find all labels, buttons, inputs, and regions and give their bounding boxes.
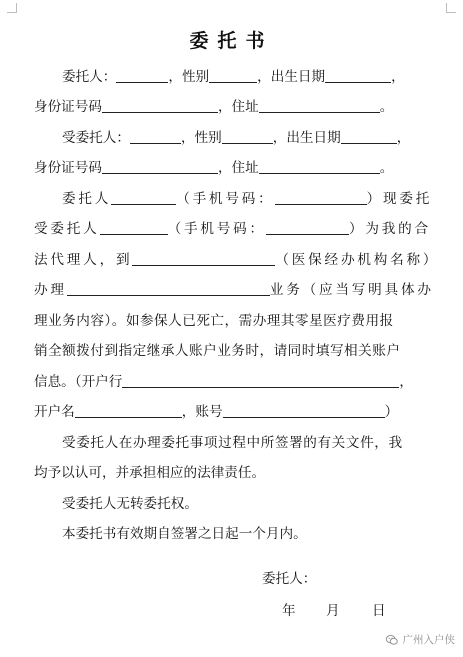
principal-label: 委托人：: [62, 69, 117, 85]
bank-line: 信息。（开户行 ，: [34, 374, 413, 390]
authorization-line-5: 理业务内容）。如参保人已死亡，需办理其零星医疗费用报: [34, 313, 394, 329]
page-corner-mark-left: [7, 3, 17, 13]
acknowledgement-line-2: 均予以认可，并承担相应的法律责任。: [34, 465, 266, 481]
document-title: 委托书: [189, 30, 274, 52]
principal-phone-blank: [275, 190, 367, 205]
account-name-blank: [75, 403, 182, 418]
authorization-line-2: 受委托人 （手机号码： ）为我的合: [34, 221, 431, 237]
authorization-line-6: 销全额拨付到指定继承人账户业务时，请同时填写相关账户: [34, 343, 401, 359]
bank-name-blank: [122, 373, 399, 388]
date-year-label: 年: [282, 603, 296, 619]
account-line: 开户名 ，账号 ）: [34, 404, 399, 420]
agent-id-blank: [102, 159, 218, 174]
wechat-icon: [385, 633, 399, 647]
authorization-line-3: 法代理人，到 （医保经办机构名称）: [34, 252, 440, 268]
principal-gender-blank: [209, 68, 257, 83]
watermark: [385, 632, 456, 647]
principal-address-blank: [259, 98, 380, 113]
business-item-blank: [67, 281, 270, 296]
principal-line: 委托人： ，性别 ，出生日期 ，: [62, 69, 405, 85]
agent-id-line: 身份证号码 ，住址 。: [34, 160, 394, 176]
agent-line: 受委托人： ，性别 ，出生日期 ，: [62, 130, 411, 146]
account-number-label: ，账号: [181, 404, 223, 420]
account-number-blank: [223, 403, 385, 418]
principal-id-line: 身份证号码 ，住址 。: [34, 99, 394, 115]
principal-id-blank: [102, 98, 218, 113]
agent-address-blank: [259, 159, 380, 174]
agent-birthdate-blank: [341, 129, 397, 144]
agent-name-blank: [130, 129, 181, 144]
principal-name-blank: [111, 190, 176, 205]
authorization-line-1: 委托人 （手机号码： ）现委托: [62, 191, 433, 207]
date-day-label: 日: [372, 603, 386, 619]
address-label: ，住址: [217, 99, 259, 115]
gender-label: ，性别: [180, 130, 222, 146]
principal-birthdate-blank: [325, 68, 391, 83]
birthdate-label: ，出生日期: [272, 130, 341, 146]
signature-label: 委托人：: [262, 571, 317, 587]
account-name-label: 开户名: [34, 404, 75, 420]
gender-label: ，性别: [168, 69, 210, 85]
id-number-label: 身份证号码: [34, 99, 102, 115]
agent-name-blank: [100, 220, 168, 235]
principal-name-blank: [116, 68, 168, 83]
page-corner-mark-right: [446, 3, 456, 13]
birthdate-label: ，出生日期: [257, 69, 326, 85]
id-number-label: 身份证号码: [34, 160, 102, 176]
institution-name-blank: [132, 251, 275, 266]
agent-label: 受委托人：: [62, 130, 130, 146]
date-month-label: 月: [326, 603, 340, 619]
authorization-line-4: 办理 业务（应当写明具体办: [34, 282, 434, 298]
bank-label: 信息。（开户行: [34, 374, 123, 390]
agent-gender-blank: [222, 129, 273, 144]
acknowledgement-line-1: 受委托人在办理委托事项过程中所签署的有关文件，我: [62, 435, 403, 451]
address-label: ，住址: [217, 160, 259, 176]
watermark-text: 广州入户侠: [402, 634, 455, 646]
validity-clause: 本委托书有效期自签署之日起一个月内。: [62, 526, 307, 542]
no-subdelegation-clause: 受委托人无转委托权。: [62, 496, 198, 512]
agent-phone-blank: [266, 220, 349, 235]
